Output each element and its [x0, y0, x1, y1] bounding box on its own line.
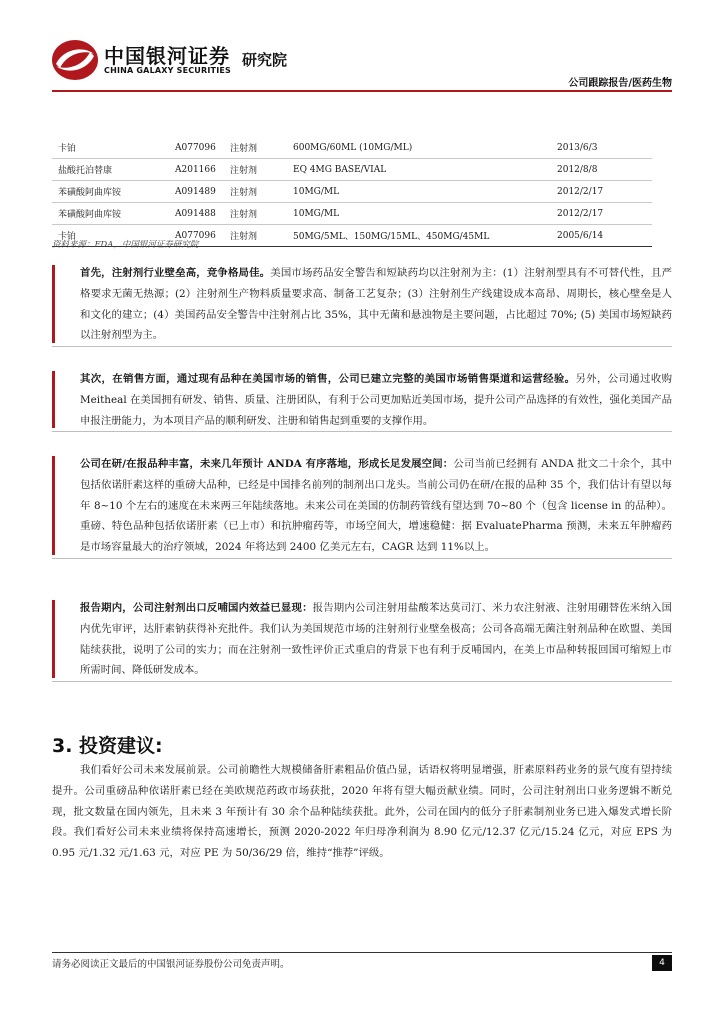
- anda-approval-table: [52, 137, 652, 247]
- report-type-tag: 公司跟踪报告/医药生物: [568, 78, 672, 89]
- drug-name-cell: 卡铂: [52, 137, 169, 159]
- dosage-form-cell: 注射剂: [224, 203, 287, 225]
- paragraph-lead: 公司在研/在报品种丰富，未来几年预计 ANDA 有序落地，形成长足发展空间：: [80, 458, 454, 470]
- approval-date-cell: 2012/2/17: [551, 181, 652, 203]
- approval-date-cell: 2012/8/8: [551, 159, 652, 181]
- anda-number-cell: A201166: [169, 159, 224, 181]
- drug-name-cell: 盐酸托泊替康: [52, 159, 169, 181]
- paragraph-text: [52, 369, 672, 431]
- paragraph-body: 公司当前已经拥有 ANDA 批文二十余个，其中包括依诺肝素这样的重磅大品种，已经是中国排名前列的制剂出口龙头。当前公司仍在研/在报的品种 35 个，我们估计有望以每年 8~10 个左右的速度在未来两三年陆续落地。未来公司在美国的仿制药管线有望达到 70~80 个（包含 license in 的品种）。重磅、特色品种包括依诺肝素（已上市）和抗肿瘤药等，市场空间大，增速稳健：据 EvaluatePharma 预测，未来五年肿瘤药是市场容量最大的治疗领域，2024 年将达到 2400 亿美元左右，CAGR 达到 11%以上。: [80, 458, 672, 554]
- approval-date-cell: 2005/6/14: [551, 225, 652, 247]
- strength-cell: 50MG/5ML、150MG/15ML、450MG/45ML: [287, 225, 551, 247]
- paragraph-lead: 报告期内，公司注射剂出口反哺国内效益已显现：: [80, 602, 313, 614]
- strength-cell: EQ 4MG BASE/VIAL: [287, 159, 551, 181]
- paragraph-body: 另外，公司通过收购 Meitheal 在美国拥有研发、销售、质量、注册团队，有利于公司更加贴近美国市场，提升公司产品选择的有效性，强化美国产品申报注册能力，为本项目产品的顺利研发、注册和销售起到重要的支撑作用。: [80, 373, 673, 427]
- paragraph-sales: [52, 369, 672, 432]
- section-title: 3. 投资建议:: [52, 735, 163, 757]
- brand-name-cn: 中国银河证券: [104, 44, 230, 68]
- approval-date-cell: 2013/6/3: [551, 137, 652, 159]
- brand-name-en: CHINA GALAXY SECURITIES: [104, 66, 231, 75]
- paragraph-body: 报告期内公司注射用盐酸苯达莫司汀、米力农注射液、注射用硼替佐米纳入国内优先审评，达肝素钠获得补充批件。我们认为美国规范市场的注射剂行业壁垒极高；公司各高端无菌注射剂品种在欧盟、美国陆续获批，说明了公司的实力；而在注射剂一致性评价正式重启的背景下也有利于反哺国内，在美上市品种转报回国可缩短上市所需时间、降低研发成本。: [80, 602, 673, 677]
- strength-cell: 10MG/ML: [287, 181, 551, 203]
- page-number: 4: [652, 955, 672, 971]
- anda-number-cell: A091489: [169, 181, 224, 203]
- footer-disclaimer: 请务必阅读正文最后的中国银河证券股份公司免责声明。: [52, 959, 290, 970]
- drug-name-cell: 苯磺酸阿曲库铵: [52, 203, 169, 225]
- table-row: [52, 203, 652, 225]
- strength-cell: 600MG/60ML (10MG/ML): [287, 137, 551, 159]
- table-row: [52, 137, 652, 159]
- paragraph-barrier: [52, 263, 672, 347]
- strength-cell: 10MG/ML: [287, 203, 551, 225]
- table-row: [52, 181, 652, 203]
- paragraph-accent-bar: [52, 265, 55, 343]
- dosage-form-cell: 注射剂: [224, 137, 287, 159]
- brand-institute: 研究院: [242, 51, 288, 69]
- anda-number-cell: A077096: [169, 137, 224, 159]
- section-body: 我们看好公司未来发展前景。公司前瞻性大规模储备肝素粗品价值凸显，话语权将明显增强，肝素原料药业务的景气度有望持续提升。公司重磅品种依诺肝素已经在美欧规范药政市场获批，2020 年将有望大幅贡献业绩。同时，公司注射剂出口业务逻辑不断兑现，批文数量在国内领先，且未来 3 年预计有 30 余个品种陆续获批。此外，公司在国内的低分子肝素制剂业务已进入爆发式增长阶段。我们看好公司未来业绩将保持高速增长，预测 2020-2022 年归母净利润为 8.90 亿元/12.37 亿元/15.24 亿元，对应 EPS 为 0.95 元/1.32 元/1.63 元，对应 PE 为 50/36/29 倍，维持“推荐”评级。: [52, 764, 672, 860]
- anda-number-cell: A077096: [169, 225, 224, 247]
- paragraph-accent-bar: [52, 371, 55, 428]
- table-source-note: 资料来源：FDA，中国银河证券研究院: [52, 240, 199, 250]
- table-row: [52, 159, 652, 181]
- paragraph-text: [52, 454, 672, 558]
- drug-name-cell: 卡铂: [52, 225, 169, 247]
- approval-date-cell: 2012/2/17: [551, 203, 652, 225]
- paragraph-lead: 首先，注射剂行业壁垒高，竞争格局佳。: [80, 267, 271, 279]
- paragraph-pipeline: [52, 454, 672, 559]
- paragraph-text: [52, 263, 672, 346]
- paragraph-accent-bar: [52, 600, 55, 678]
- galaxy-swirl-logo: [50, 38, 100, 82]
- dosage-form-cell: 注射剂: [224, 159, 287, 181]
- paragraph-lead: 其次，在销售方面，通过现有品种在美国市场的销售，公司已建立完整的美国市场销售渠道和运营经验。: [80, 373, 576, 385]
- paragraph-body: 美国市场药品安全警告和短缺药均以注射剂为主：(1）注射剂型具有不可替代性，且严格要求无菌无热源；(2）注射剂生产物料质量要求高、制备工艺复杂；(3）注射剂生产线建设成本高昂、周期长，核心壁垒是人和文化的建立；(4）美国药品安全警告中注射剂占比 35%，其中无菌和悬浊物是主要问题，占比超过 70%; (5) 美国市场短缺药以注射剂型为主。: [80, 267, 673, 342]
- paragraph-accent-bar: [52, 456, 55, 555]
- paragraph-domestic-benefit: [52, 598, 672, 682]
- header-divider: [52, 90, 672, 92]
- paragraph-text: [52, 598, 672, 681]
- drug-name-cell: 苯磺酸阿曲库铵: [52, 181, 169, 203]
- dosage-form-cell: 注射剂: [224, 181, 287, 203]
- footer-divider: [52, 952, 672, 953]
- dosage-form-cell: 注射剂: [224, 225, 287, 247]
- anda-number-cell: A091488: [169, 203, 224, 225]
